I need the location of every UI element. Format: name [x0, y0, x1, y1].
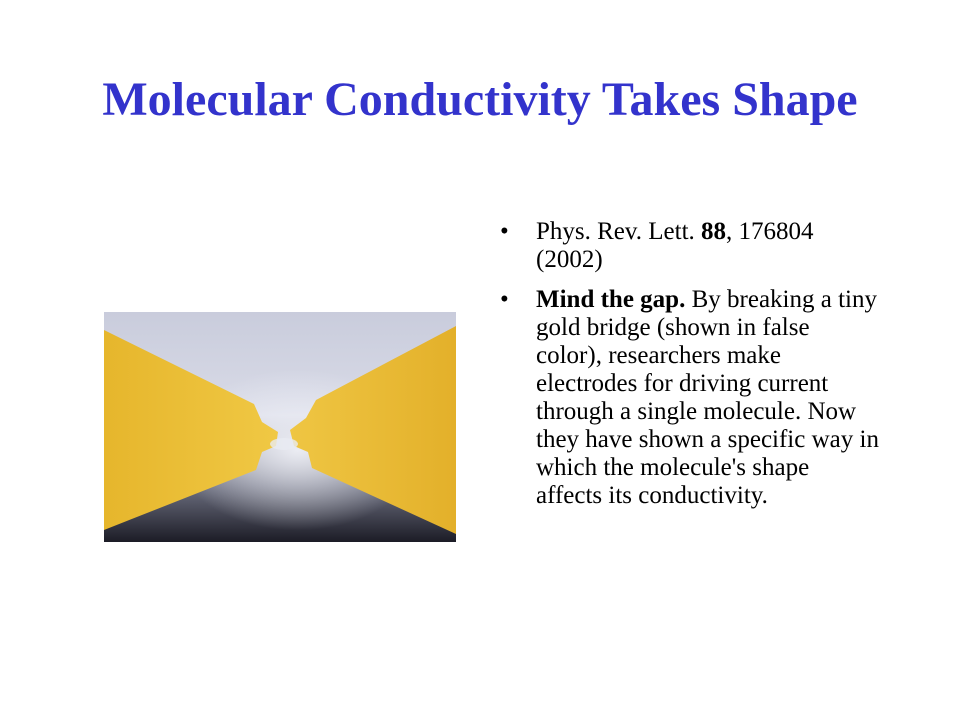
slide-title: Molecular Conductivity Takes Shape	[102, 73, 858, 126]
bullet-marker: •	[500, 218, 509, 245]
citation-pages: , 176804 (2002)	[536, 218, 814, 273]
bullet-description	[500, 286, 880, 510]
bullet-list	[500, 218, 880, 522]
bullet-marker: •	[500, 286, 509, 313]
description-lead: Mind the gap.	[536, 286, 686, 313]
citation-journal: Phys. Rev. Lett.	[536, 218, 702, 245]
citation-volume: 88	[701, 218, 727, 245]
description-text: By breaking a tiny gold bridge (shown in false color), researchers make electrodes for driving current through a single molecule. Now they have shown a specific way in which the molecule's shape affects its conductivity.	[536, 286, 879, 509]
bullet-citation	[500, 218, 880, 274]
gold-bridge-micrograph	[104, 312, 456, 542]
